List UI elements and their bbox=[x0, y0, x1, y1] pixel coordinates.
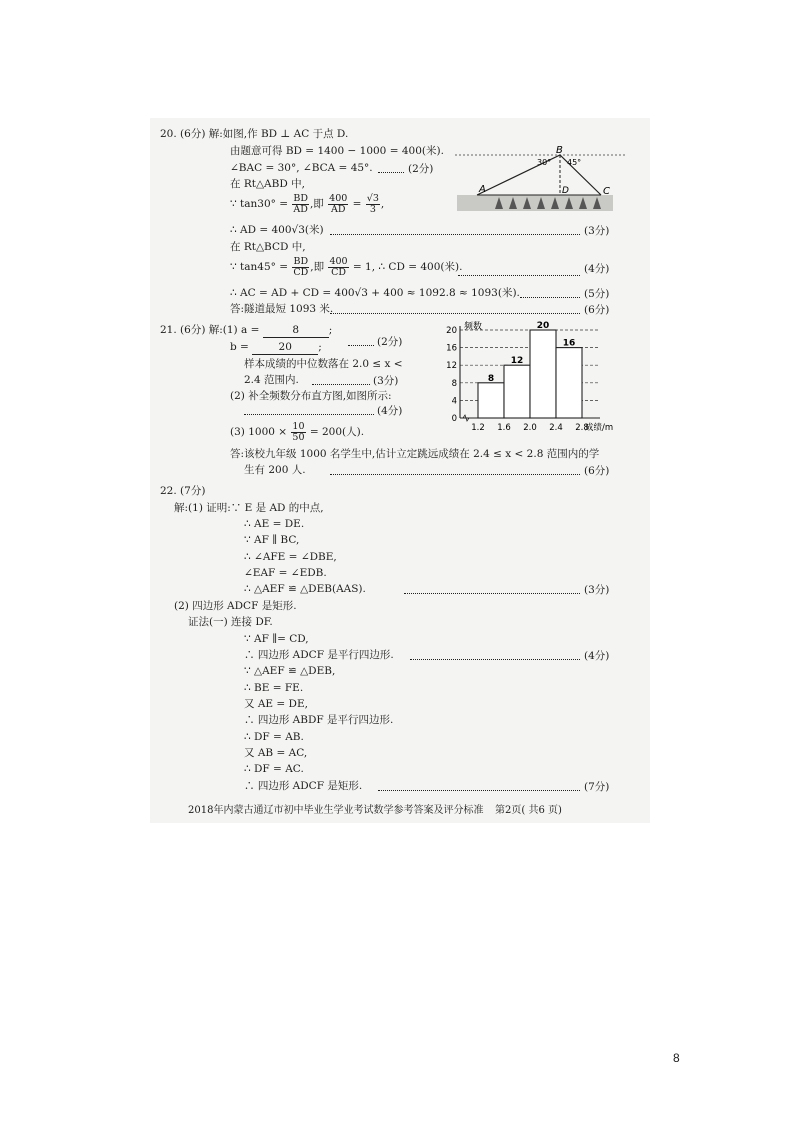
histogram-bar bbox=[556, 348, 582, 418]
fraction-10-50: $\frac{10}{50}$ bbox=[292, 420, 305, 443]
q22-l12: ∴ BE = FE. bbox=[244, 682, 304, 694]
q20-line7-score: (4分) bbox=[584, 263, 610, 275]
q20-header: 20. (6分) 解:如图,作 BD ⊥ AC 于点 D. bbox=[160, 128, 349, 140]
q21-part3: (3) 1000 × $\frac{10}{50}$ = 200(人). bbox=[230, 420, 365, 443]
scanned-page bbox=[150, 118, 650, 823]
q20-line5-score: (3分) bbox=[584, 225, 610, 237]
bar-data-label: 12 bbox=[510, 356, 524, 367]
footer-page: 第2页( 共6 页) bbox=[495, 805, 562, 816]
fraction-400-ad: $\frac{400}{AD}$ bbox=[329, 192, 348, 215]
dot-leader bbox=[330, 234, 580, 235]
q22-l13: 又 AE = DE, bbox=[244, 698, 308, 710]
y-tick-label: 20 bbox=[446, 326, 457, 336]
q20-line7: ∵ tan45° = $\frac{BD}{CD}$ ,即 $\frac{400}{CD}$ = 1, ∴ CD = 400(米). bbox=[230, 255, 463, 278]
q20-line9-score: (6分) bbox=[584, 304, 610, 316]
dot-leader bbox=[378, 172, 404, 173]
dot-leader bbox=[312, 384, 370, 385]
x-tick-label: 2.0 bbox=[523, 423, 537, 433]
y-tick-label: 4 bbox=[451, 396, 457, 407]
q22-l18: ∴ 四边形 ADCF 是矩形. bbox=[244, 780, 363, 792]
label-angle-45: 45° bbox=[567, 158, 582, 167]
tunnel-figure bbox=[455, 143, 625, 215]
dot-leader bbox=[520, 297, 580, 298]
q20-line5: ∴ AD = 400√3(米) bbox=[230, 224, 324, 236]
q21-median1: 样本成绩的中位数落在 2.0 ≤ x < bbox=[244, 358, 403, 370]
frequency-histogram bbox=[440, 320, 625, 438]
x-tick-label: 1.6 bbox=[497, 423, 511, 433]
fraction-bd-cd: $\frac{BD}{CD}$ bbox=[293, 255, 309, 278]
page-number: 8 bbox=[673, 1051, 680, 1065]
y-tick-label: 0 bbox=[451, 414, 457, 424]
q21-part3-prefix: (3) 1000 × bbox=[230, 426, 288, 438]
label-a: A bbox=[479, 184, 486, 195]
q21-part2: (2) 补全频数分布直方图,如图所示: bbox=[230, 390, 392, 402]
q22-l15: ∴ DF = AB. bbox=[244, 731, 304, 743]
q20-line8: ∴ AC = AD + CD = 400√3 + 400 ≈ 1092.8 ≈ 1093(米). bbox=[230, 287, 520, 299]
dot-leader bbox=[330, 474, 580, 475]
dot-leader bbox=[458, 275, 580, 276]
q22-l6: ∴ △AEF ≌ △DEB(AAS). bbox=[244, 583, 366, 595]
q20-line9: 答:隧道最短 1093 米. bbox=[230, 303, 334, 315]
x-tick-label: 1.2 bbox=[471, 423, 485, 433]
q22-l8: 证法(一) 连接 DF. bbox=[188, 616, 273, 628]
y-tick-label: 8 bbox=[451, 378, 457, 389]
q20-line1: 由题意可得 BD = 1400 − 1000 = 400(米). bbox=[230, 145, 444, 157]
q21-answer2: 生有 200 人. bbox=[244, 464, 306, 476]
q22-l18-score: (7分) bbox=[584, 781, 610, 793]
q22-l4: ∴ ∠AFE = ∠DBE, bbox=[244, 551, 337, 563]
q22-l9: ∵ AF ∥= CD, bbox=[244, 633, 309, 645]
q20-line2: ∠BAC = 30°, ∠BCA = 45°. bbox=[230, 162, 373, 174]
q22-l7: (2) 四边形 ADCF 是矩形. bbox=[174, 600, 297, 612]
dot-leader bbox=[348, 345, 374, 346]
q22-l10: ∴ 四边形 ADCF 是平行四边形. bbox=[244, 649, 394, 661]
dot-leader bbox=[410, 659, 580, 660]
fraction-bd-ad: $\frac{BD}{AD}$ bbox=[293, 192, 308, 215]
dot-leader bbox=[378, 790, 580, 791]
q21-b-line: b = 20 ; bbox=[230, 341, 322, 353]
x-tick-label: 2.8 bbox=[575, 423, 589, 433]
label-b: B bbox=[556, 145, 563, 156]
q21-part2-score: (4分) bbox=[377, 405, 403, 417]
q20-line8-score: (5分) bbox=[584, 288, 610, 300]
histogram-bar bbox=[504, 365, 530, 418]
ground-band bbox=[457, 195, 613, 211]
q22-l14: ∴ 四边形 ABDF 是平行四边形. bbox=[244, 714, 394, 726]
fraction-sqrt3-3: $\frac{√3}{3}$ bbox=[366, 192, 379, 215]
q20-line4-prefix: ∵ tan30° = bbox=[230, 198, 289, 210]
dot-leader bbox=[330, 313, 580, 314]
q21-answer1: 答:该校九年级 1000 名学生中,估计立定跳远成绩在 2.4 ≤ x < 2.8 范围内的学 bbox=[230, 448, 600, 460]
q22-l2: ∴ AE = DE. bbox=[244, 518, 305, 530]
q22-l3: ∵ AF ∥ BC, bbox=[244, 534, 300, 546]
y-axis-label: 频数 bbox=[464, 322, 483, 332]
q20-line6: 在 Rt△BCD 中, bbox=[230, 241, 306, 253]
histogram-bar bbox=[530, 330, 556, 418]
q21-median2: 2.4 范围内. bbox=[244, 374, 299, 386]
footer-title: 2018年内蒙古通辽市初中毕业生学业考试数学参考答案及评分标准 bbox=[188, 805, 484, 816]
b-label: b = bbox=[230, 341, 249, 353]
q22-l5: ∠EAF = ∠EDB. bbox=[244, 567, 327, 579]
q22-l6-score: (3分) bbox=[584, 584, 610, 596]
q20-line3: 在 Rt△ABD 中, bbox=[230, 178, 305, 190]
q21-a-score: (2分) bbox=[377, 336, 403, 348]
bar-data-label: 16 bbox=[562, 338, 576, 349]
label-c: C bbox=[603, 186, 610, 197]
q21-header: 21. (6分) 解:(1) a = bbox=[160, 324, 260, 336]
q22-header: 22. (7分) bbox=[160, 485, 206, 497]
q20-line4: ∵ tan30° = $\frac{BD}{AD}$ ,即 $\frac{400}{AD}$ = $\frac{√3}{3}$ , bbox=[230, 192, 385, 215]
bar-data-label: 8 bbox=[487, 373, 495, 384]
q20-line2-score: (2分) bbox=[408, 163, 434, 175]
label-d: D bbox=[562, 186, 569, 196]
y-tick-labels bbox=[446, 326, 457, 424]
q22-l16: 又 AB = AC, bbox=[244, 747, 308, 759]
dot-leader bbox=[404, 593, 580, 594]
label-angle-30: 30° bbox=[537, 158, 552, 167]
answer-a: 8 bbox=[263, 323, 329, 338]
histogram-bar bbox=[478, 383, 504, 418]
fraction-400-cd: $\frac{400}{CD}$ bbox=[329, 255, 348, 278]
x-tick-label: 2.4 bbox=[549, 423, 563, 433]
q22-l1: 解:(1) 证明:∵ E 是 AD 的中点, bbox=[174, 502, 324, 514]
q21-header-line: 21. (6分) 解:(1) a = 8 ; bbox=[160, 324, 333, 336]
q22-l17: ∴ DF = AC. bbox=[244, 763, 304, 775]
q22-l10-score: (4分) bbox=[584, 650, 610, 662]
dot-leader bbox=[244, 414, 374, 415]
y-tick-label: 16 bbox=[446, 343, 457, 354]
x-axis-label: 成绩/m bbox=[585, 423, 614, 433]
q22-l11: ∵ △AEF ≌ △DEB, bbox=[244, 665, 336, 677]
q20-line7-prefix: ∵ tan45° = bbox=[230, 261, 289, 273]
y-tick-label: 12 bbox=[446, 361, 457, 372]
bar-data-label: 20 bbox=[536, 321, 550, 331]
q21-answer-score: (6分) bbox=[584, 465, 610, 477]
answer-b: 20 bbox=[252, 340, 318, 355]
q21-median-score: (3分) bbox=[373, 375, 399, 387]
x-tick-labels bbox=[471, 423, 589, 433]
